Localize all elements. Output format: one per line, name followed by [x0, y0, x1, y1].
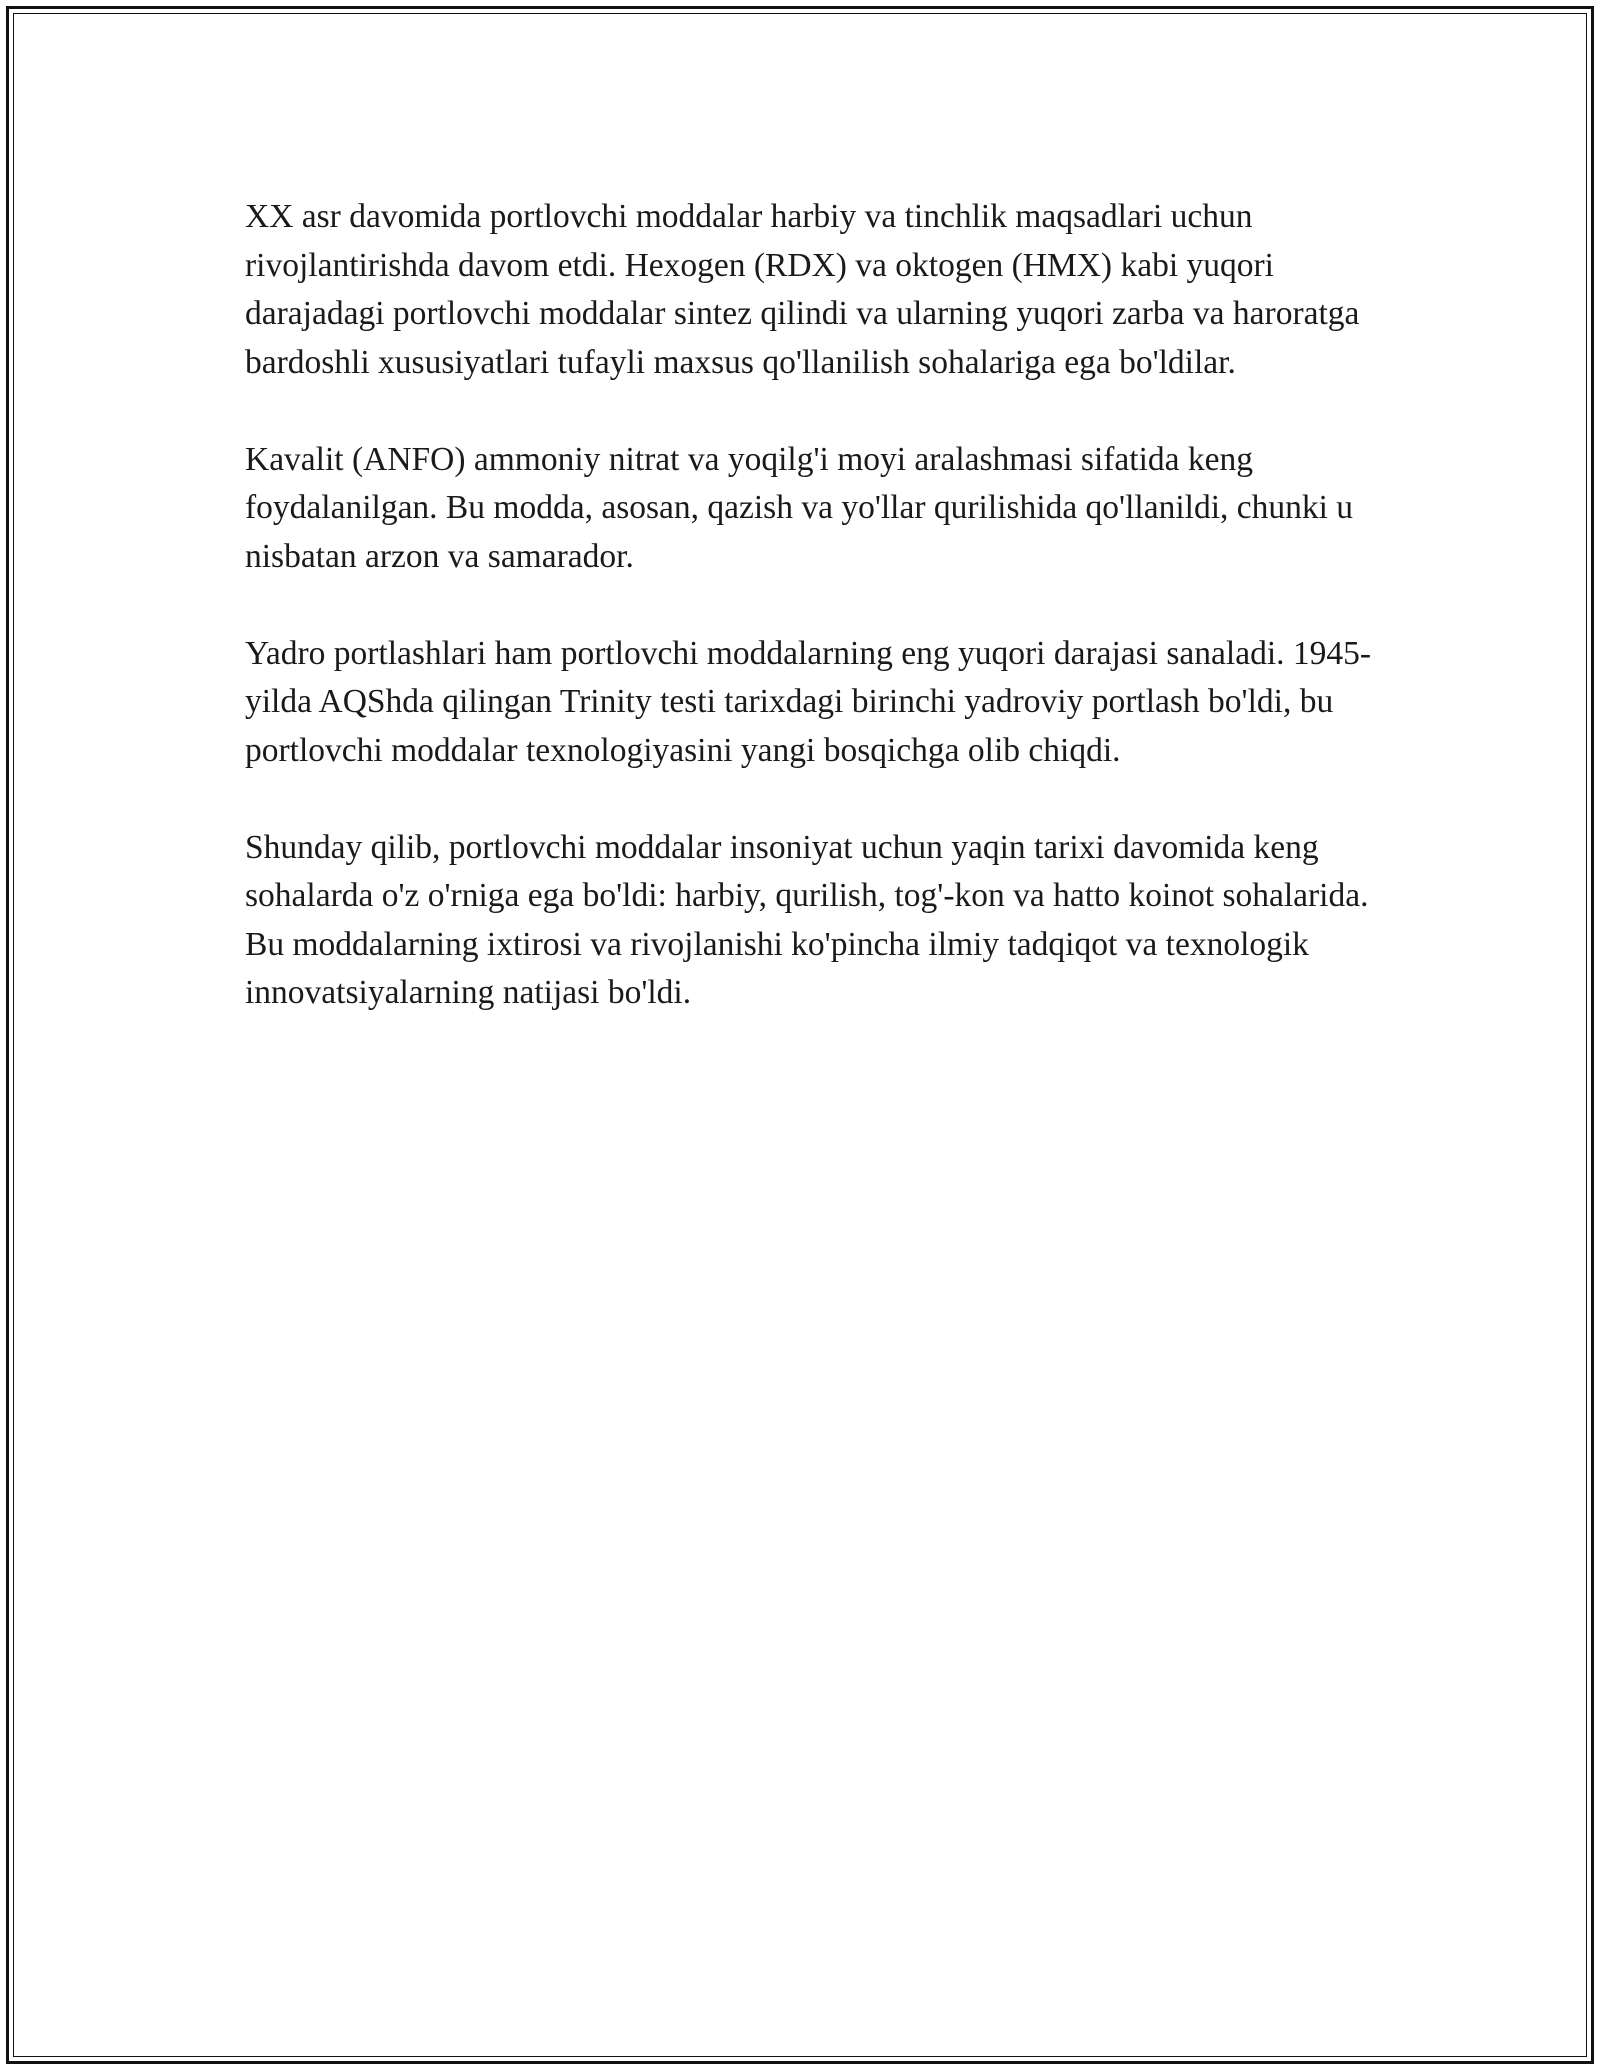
- paragraph-4: Shunday qilib, portlovchi moddalar insoniyat uchun yaqin tarixi davomida keng sohalarda o'z o'rniga ega bo'ldi: harbiy, qurilish, tog'-kon va hatto koinot sohalarida. Bu moddalarning ixtirosi va rivojlanishi ko'pincha ilmiy tadqiqot va texnologik innovatsiyalarning natijasi bo'ldi.: [245, 828, 1369, 1011]
- paragraph-2: Kavalit (ANFO) ammoniy nitrat va yoqilg'i moyi aralashmasi sifatida keng foydalanilgan. Bu modda, asosan, qazish va yo'llar qurilishida qo'llanildi, chunki u nisbatan arzon va samarador.: [245, 440, 1354, 575]
- page-border: [6, 6, 1594, 2064]
- paragraph-3: Yadro portlashlari ham portlovchi moddalarning eng yuqori darajasi sanaladi. 1945-yilda AQShda qilingan Trinity testi tarixdagi birinchi yadroviy portlash bo'ldi, bu portlovchi moddalar texnologiyasini yangi bosqichga olib chiqdi.: [245, 634, 1372, 769]
- document-body: [245, 193, 1385, 1066]
- paragraph-1: XX asr davomida portlovchi moddalar harbiy va tinchlik maqsadlari uchun rivojlantirishda davom etdi. Hexogen (RDX) va oktogen (HMX) kabi yuqori darajadagi portlovchi moddalar sintez qilindi va ularning yuqori zarba va haroratga bardoshli xususiyatlari tufayli maxsus qo'llanilish sohalariga ega bo'ldilar.: [245, 198, 1360, 381]
